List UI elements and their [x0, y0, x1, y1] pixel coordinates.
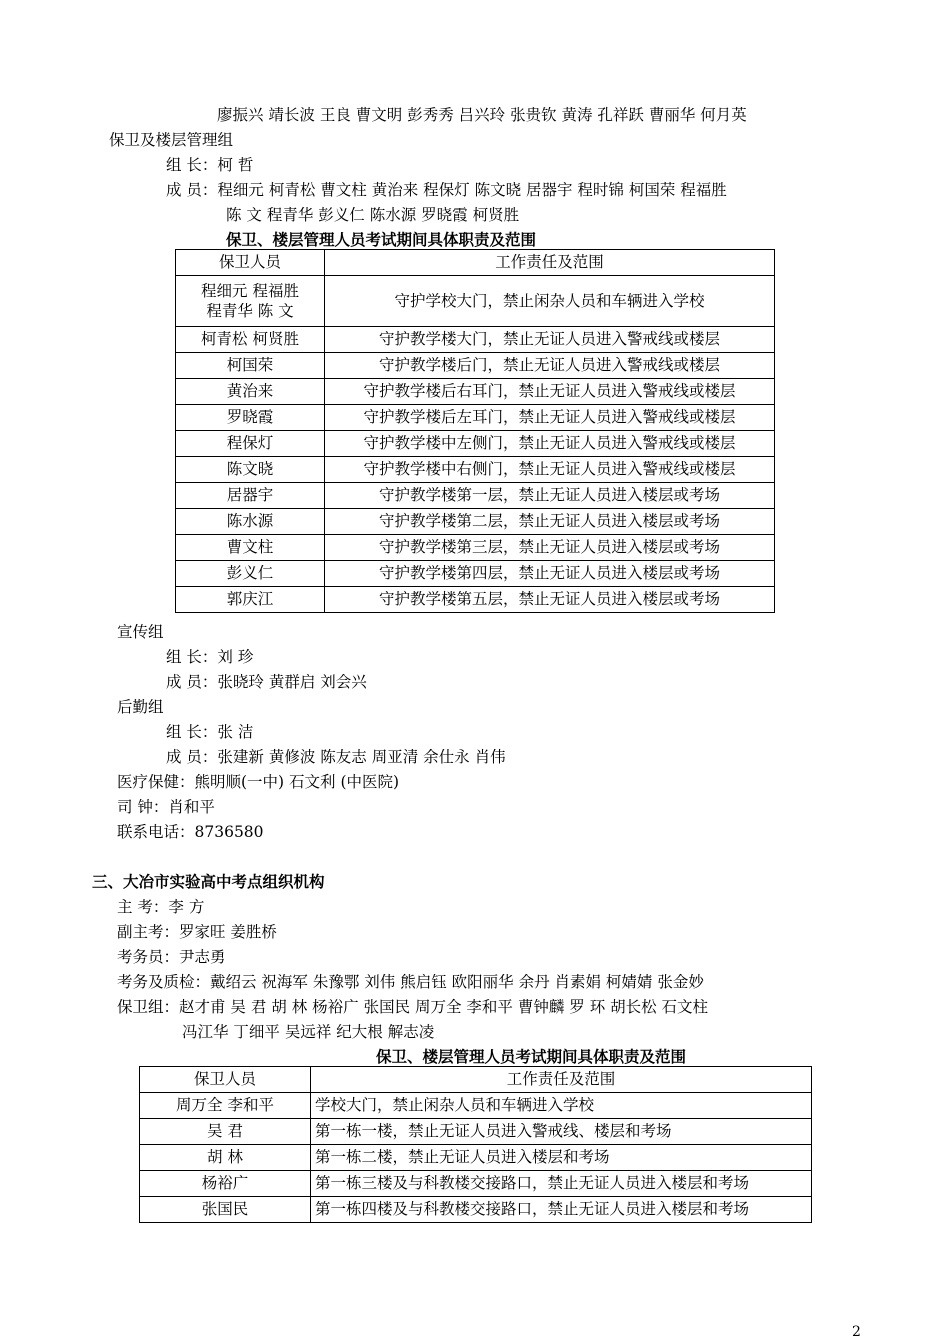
table-cell-name: 吴 君	[140, 1119, 311, 1145]
table-cell-duty: 守护教学楼第五层，禁止无证人员进入楼层或考场	[325, 587, 775, 613]
security-group-members: 成 员：程细元 柯青松 曹文柱 黄治来 程保灯 陈文晓 居器宇 程时锦 柯国荣 程福胜	[166, 181, 727, 199]
table-cell-name: 罗晓霞	[176, 405, 325, 431]
table-cell-name: 曹文柱	[176, 535, 325, 561]
table-cell-name: 程保灯	[176, 431, 325, 457]
table-cell-duty: 守护教学楼后右耳门，禁止无证人员进入警戒线或楼层	[325, 379, 775, 405]
deputy-examiner-line: 副主考：罗家旺 姜胜桥	[117, 923, 277, 941]
table-cell-duty: 守护教学楼大门，禁止无证人员进入警戒线或楼层	[325, 327, 775, 353]
name-line: 程细元 程福胜	[201, 281, 299, 300]
table-cell-name: 陈文晓	[176, 457, 325, 483]
table2-title: 保卫、楼层管理人员考试期间具体职责及范围	[376, 1047, 687, 1066]
section3-heading: 三、大冶市实验高中考点组织机构	[92, 872, 325, 891]
table-cell-name: 胡 林	[140, 1145, 311, 1171]
table-header-cell: 工作责任及范围	[311, 1067, 812, 1093]
table-cell-duty: 第一栋三楼及与科教楼交接路口，禁止无证人员进入楼层和考场	[311, 1171, 812, 1197]
page-number: 2	[852, 1324, 861, 1340]
table-cell-duty: 守护学校大门，禁止闲杂人员和车辆进入学校	[325, 276, 775, 327]
table-row	[140, 1119, 812, 1145]
table-row	[140, 1145, 812, 1171]
table-cell-duty: 第一栋二楼，禁止无证人员进入楼层和考场	[311, 1145, 812, 1171]
table-row	[176, 457, 775, 483]
logistics-group-heading: 后勤组	[117, 698, 164, 716]
affairs-officer-line: 考务员：尹志勇	[117, 948, 226, 966]
table-cell-name: 柯青松 柯贤胜	[176, 327, 325, 353]
table-cell-name: 居器宇	[176, 483, 325, 509]
table-cell-duty: 守护教学楼第一层，禁止无证人员进入楼层或考场	[325, 483, 775, 509]
table-cell-duty: 守护教学楼中右侧门，禁止无证人员进入警戒线或楼层	[325, 457, 775, 483]
table-header-cell: 工作责任及范围	[325, 250, 775, 276]
table-row	[140, 1197, 812, 1223]
security-group-heading: 保卫及楼层管理组	[109, 131, 234, 149]
guard-group-line: 保卫组：赵才甫 吴 君 胡 林 杨裕广 张国民 周万全 李和平 曹钟麟 罗 环 胡长松 石文柱	[117, 998, 709, 1016]
quality-check-line: 考务及质检：戴绍云 祝海军 朱豫鄂 刘伟 熊启钰 欧阳丽华 余丹 肖素娟 柯婧婧 张金妙	[117, 973, 704, 991]
table-row	[176, 483, 775, 509]
table-header-row	[176, 250, 775, 276]
exam-site-duty-table	[139, 1066, 812, 1223]
table-cell-duty: 守护教学楼中左侧门，禁止无证人员进入警戒线或楼层	[325, 431, 775, 457]
table-header-cell: 保卫人员	[176, 250, 325, 276]
table1-title: 保卫、楼层管理人员考试期间具体职责及范围	[226, 230, 537, 249]
table-row	[176, 561, 775, 587]
table-cell-name	[176, 276, 325, 327]
table-row	[176, 327, 775, 353]
bell-line: 司 钟：肖和平	[117, 798, 215, 816]
table-row	[176, 535, 775, 561]
table-cell-name: 杨裕广	[140, 1171, 311, 1197]
table-row	[176, 276, 775, 327]
security-group-members-continued: 陈 文 程青华 彭义仁 陈水源 罗晓霞 柯贤胜	[226, 206, 520, 224]
table-cell-duty: 守护教学楼后左耳门，禁止无证人员进入警戒线或楼层	[325, 405, 775, 431]
table-cell-duty: 守护教学楼后门，禁止无证人员进入警戒线或楼层	[325, 353, 775, 379]
logistics-group-members: 成 员：张建新 黄修波 陈友志 周亚清 余仕永 肖伟	[166, 748, 506, 766]
table-row	[176, 405, 775, 431]
security-duty-table	[175, 249, 775, 613]
table-cell-duty: 守护教学楼第四层，禁止无证人员进入楼层或考场	[325, 561, 775, 587]
table-row	[176, 353, 775, 379]
logistics-group-leader: 组 长：张 洁	[166, 723, 254, 741]
publicity-group-leader: 组 长：刘 珍	[166, 648, 254, 666]
table-row	[176, 587, 775, 613]
table-cell-name: 张国民	[140, 1197, 311, 1223]
table-cell-name: 彭义仁	[176, 561, 325, 587]
name-line: 程青华 陈 文	[206, 302, 294, 320]
security-group-leader: 组 长：柯 哲	[166, 156, 254, 174]
table-row	[140, 1093, 812, 1119]
table-cell-duty: 守护教学楼第三层，禁止无证人员进入楼层或考场	[325, 535, 775, 561]
table-cell-duty: 学校大门，禁止闲杂人员和车辆进入学校	[311, 1093, 812, 1119]
guard-group-line-continued: 冯江华 丁细平 吴远祥 纪大根 解志凌	[182, 1023, 435, 1041]
table-row	[176, 431, 775, 457]
table-cell-name: 柯国荣	[176, 353, 325, 379]
table-cell-duty: 第一栋一楼，禁止无证人员进入警戒线、楼层和考场	[311, 1119, 812, 1145]
publicity-group-heading: 宣传组	[117, 623, 164, 641]
phone-line: 联系电话：8736580	[117, 823, 264, 841]
table-header-cell: 保卫人员	[140, 1067, 311, 1093]
top-names-line: 廖振兴 靖长波 王良 曹文明 彭秀秀 吕兴玲 张贵钦 黄涛 孔祥跃 曹丽华 何月英	[217, 106, 747, 124]
chief-examiner-line: 主 考：李 方	[117, 898, 205, 916]
publicity-group-members: 成 员：张晓玲 黄群启 刘会兴	[166, 673, 367, 691]
table-cell-duty: 守护教学楼第二层，禁止无证人员进入楼层或考场	[325, 509, 775, 535]
table-cell-name: 黄治来	[176, 379, 325, 405]
table-cell-name: 周万全 李和平	[140, 1093, 311, 1119]
table-row	[176, 509, 775, 535]
table-cell-name: 陈水源	[176, 509, 325, 535]
table-cell-duty: 第一栋四楼及与科教楼交接路口，禁止无证人员进入楼层和考场	[311, 1197, 812, 1223]
table-header-row	[140, 1067, 812, 1093]
table-row	[140, 1171, 812, 1197]
table-row	[176, 379, 775, 405]
medical-line: 医疗保健：熊明顺(一中) 石文利 (中医院)	[117, 773, 400, 791]
table-cell-name: 郭庆江	[176, 587, 325, 613]
